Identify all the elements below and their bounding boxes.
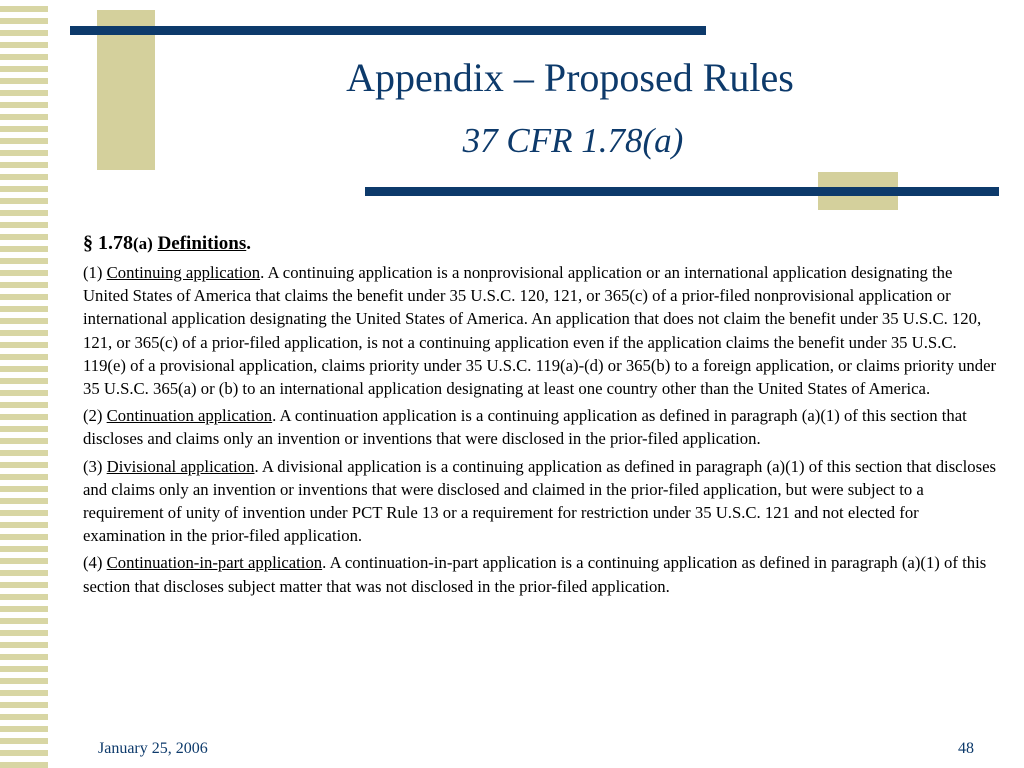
slide-subtitle: 37 CFR 1.78(a) <box>462 121 684 160</box>
footer-date: January 25, 2006 <box>98 740 208 757</box>
defined-term: Continuation application <box>106 406 273 426</box>
right-navy-bar-decoration <box>365 187 999 196</box>
left-stripe-decoration <box>0 0 48 768</box>
slide-title: Appendix – Proposed Rules <box>346 55 794 100</box>
defined-term: Continuing application <box>106 263 261 282</box>
footer-page-number: 48 <box>958 740 974 757</box>
definitions-label: Definitions <box>157 233 247 254</box>
defined-term: Divisional application <box>106 456 255 476</box>
top-navy-bar-decoration <box>70 26 706 35</box>
paragraph-2 <box>83 404 998 450</box>
paragraph-number: (2) <box>83 406 103 426</box>
paragraph-text: . A divisional application is a continuing application as defined in paragraph (a)(1) of this section that discloses and claims only an invention or inventions that were disclosed and claimed in the prior-filed application, but were subject to a requirement of unity of invention under PCT Rule 13 or a requirement for restriction under 35 U.S.C. 121 and not elected for examination in the prior-filed application. <box>83 456 996 546</box>
paragraph-text: . A continuing application is a nonprovisional application or an international application designating the United States of America that claims the benefit under 35 U.S.C. 120, 121, or 365(c) of a prior-filed nonprovisional application or international application designating the United States of America. An application that does not claim the benefit under 35 U.S.C. 120, 121, or 365(c) of a prior-filed application, is not a continuing application even if the application claims the benefit under 35 U.S.C. 119(e) of a provisional application, claims priority under 35 U.S.C. 119(a)-(d) or 365(b) to a foreign application, or claims priority under 35 U.S.C. 365(a) or (b) to an international application designating at least one country other than the United States of America. <box>83 263 997 399</box>
paragraph-number: (1) <box>83 263 103 282</box>
paragraph-number: (4) <box>83 553 103 573</box>
paragraph-3 <box>83 455 998 548</box>
paragraph-4 <box>83 551 998 597</box>
paragraph-text: . A continuation application is a continuing application as defined in paragraph (a)(1) of this section that discloses and claims only an invention or inventions that were disclosed in the prior-filed application. <box>83 406 967 449</box>
rule-content <box>83 228 998 602</box>
paragraph-text: . A continuation-in-part application is a continuing application as defined in paragraph (a)(1) of this section that discloses subject matter that was not disclosed in the prior-filed application. <box>83 553 987 596</box>
heading-period: . <box>246 233 252 254</box>
defined-term: Continuation-in-part application <box>106 553 323 573</box>
subsection-label: (a) <box>133 234 153 253</box>
section-heading <box>83 228 998 259</box>
paragraph-1 <box>83 261 998 400</box>
section-symbol: § 1.78 <box>83 232 133 254</box>
paragraph-number: (3) <box>83 456 103 476</box>
